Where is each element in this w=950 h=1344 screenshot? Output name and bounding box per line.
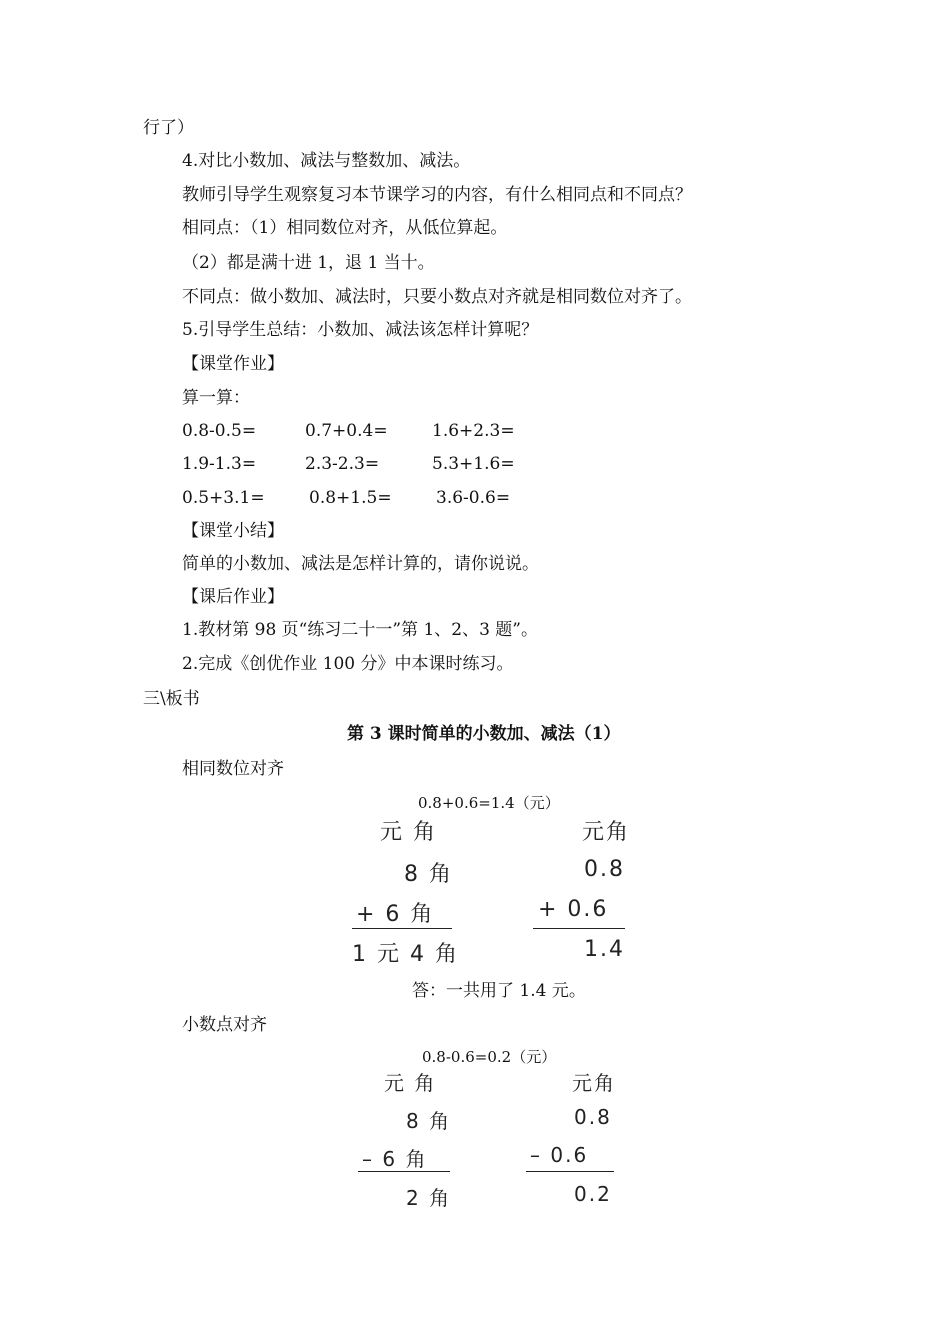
section-heading: 【课堂小结】 bbox=[182, 521, 284, 541]
exercise: 0.5+3.1= bbox=[182, 488, 265, 508]
calc-row: + 0.6 bbox=[538, 897, 609, 922]
text-line: 简单的小数加、减法是怎样计算的，请你说说。 bbox=[182, 554, 539, 574]
section-heading: 【课后作业】 bbox=[182, 587, 284, 607]
text-line: 行了） bbox=[143, 118, 194, 138]
calc-header: 元角 bbox=[582, 820, 631, 845]
sum-line bbox=[352, 928, 452, 929]
calc-result: 0.2 bbox=[574, 1182, 612, 1206]
section-label: 小数点对齐 bbox=[182, 1015, 267, 1035]
exercise: 1.9-1.3= bbox=[182, 454, 257, 474]
text-line: 教师引导学生观察复习本节课学习的内容，有什么相同点和不同点？ bbox=[182, 185, 692, 205]
calc-row: – 6 角 bbox=[362, 1147, 428, 1171]
calc-header: 元 角 bbox=[380, 820, 437, 845]
calc-row: – 0.6 bbox=[530, 1143, 589, 1167]
section-label: 相同数位对齐 bbox=[182, 759, 284, 779]
text-line: 算一算： bbox=[182, 388, 250, 408]
exercise: 5.3+1.6= bbox=[432, 454, 515, 474]
calc-result: 2 角 bbox=[406, 1186, 452, 1210]
difference-line bbox=[358, 1171, 450, 1172]
text-line: 4.对比小数加、减法与整数加、减法。 bbox=[182, 151, 471, 171]
equation: 0.8-0.6=0.2（元） bbox=[422, 1048, 557, 1066]
text-line: 不同点：做小数加、减法时，只要小数点对齐就是相同数位对齐了。 bbox=[182, 287, 692, 307]
calc-header: 元 角 bbox=[384, 1071, 437, 1095]
exercise: 0.7+0.4= bbox=[305, 421, 388, 441]
exercise: 3.6-0.6= bbox=[436, 488, 511, 508]
calc-row: + 6 角 bbox=[356, 902, 435, 927]
exercise: 0.8+1.5= bbox=[309, 488, 392, 508]
text-line: （2）都是满十进 1，退 1 当十。 bbox=[182, 253, 435, 273]
section-heading: 【课堂作业】 bbox=[182, 354, 284, 374]
calc-row: 0.8 bbox=[574, 1105, 612, 1129]
calc-row: 8 角 bbox=[404, 862, 453, 887]
difference-line bbox=[526, 1171, 614, 1172]
text-line: 三\板书 bbox=[143, 689, 200, 709]
calc-row: 0.8 bbox=[584, 857, 625, 882]
calc-result: 1 元 4 角 bbox=[352, 942, 459, 967]
calc-result: 1.4 bbox=[584, 937, 625, 962]
exercise: 1.6+2.3= bbox=[432, 421, 515, 441]
text-line: 相同点：（1）相同数位对齐，从低位算起。 bbox=[182, 218, 508, 238]
board-title: 第 3 课时简单的小数加、减法（1） bbox=[347, 724, 621, 744]
text-line: 2.完成《创优作业 100 分》中本课时练习。 bbox=[182, 654, 514, 674]
exercise: 2.3-2.3= bbox=[305, 454, 380, 474]
text-line: 5.引导学生总结：小数加、减法该怎样计算呢？ bbox=[182, 320, 539, 340]
answer-text: 答：一共用了 1.4 元。 bbox=[412, 981, 586, 1001]
exercise: 0.8-0.5= bbox=[182, 421, 257, 441]
text-line: 1.教材第 98 页“练习二十一”第 1、2、3 题”。 bbox=[182, 620, 538, 640]
equation: 0.8+0.6=1.4（元） bbox=[418, 794, 560, 812]
sum-line bbox=[533, 928, 625, 929]
calc-row: 8 角 bbox=[406, 1109, 452, 1133]
calc-header: 元角 bbox=[572, 1071, 616, 1095]
